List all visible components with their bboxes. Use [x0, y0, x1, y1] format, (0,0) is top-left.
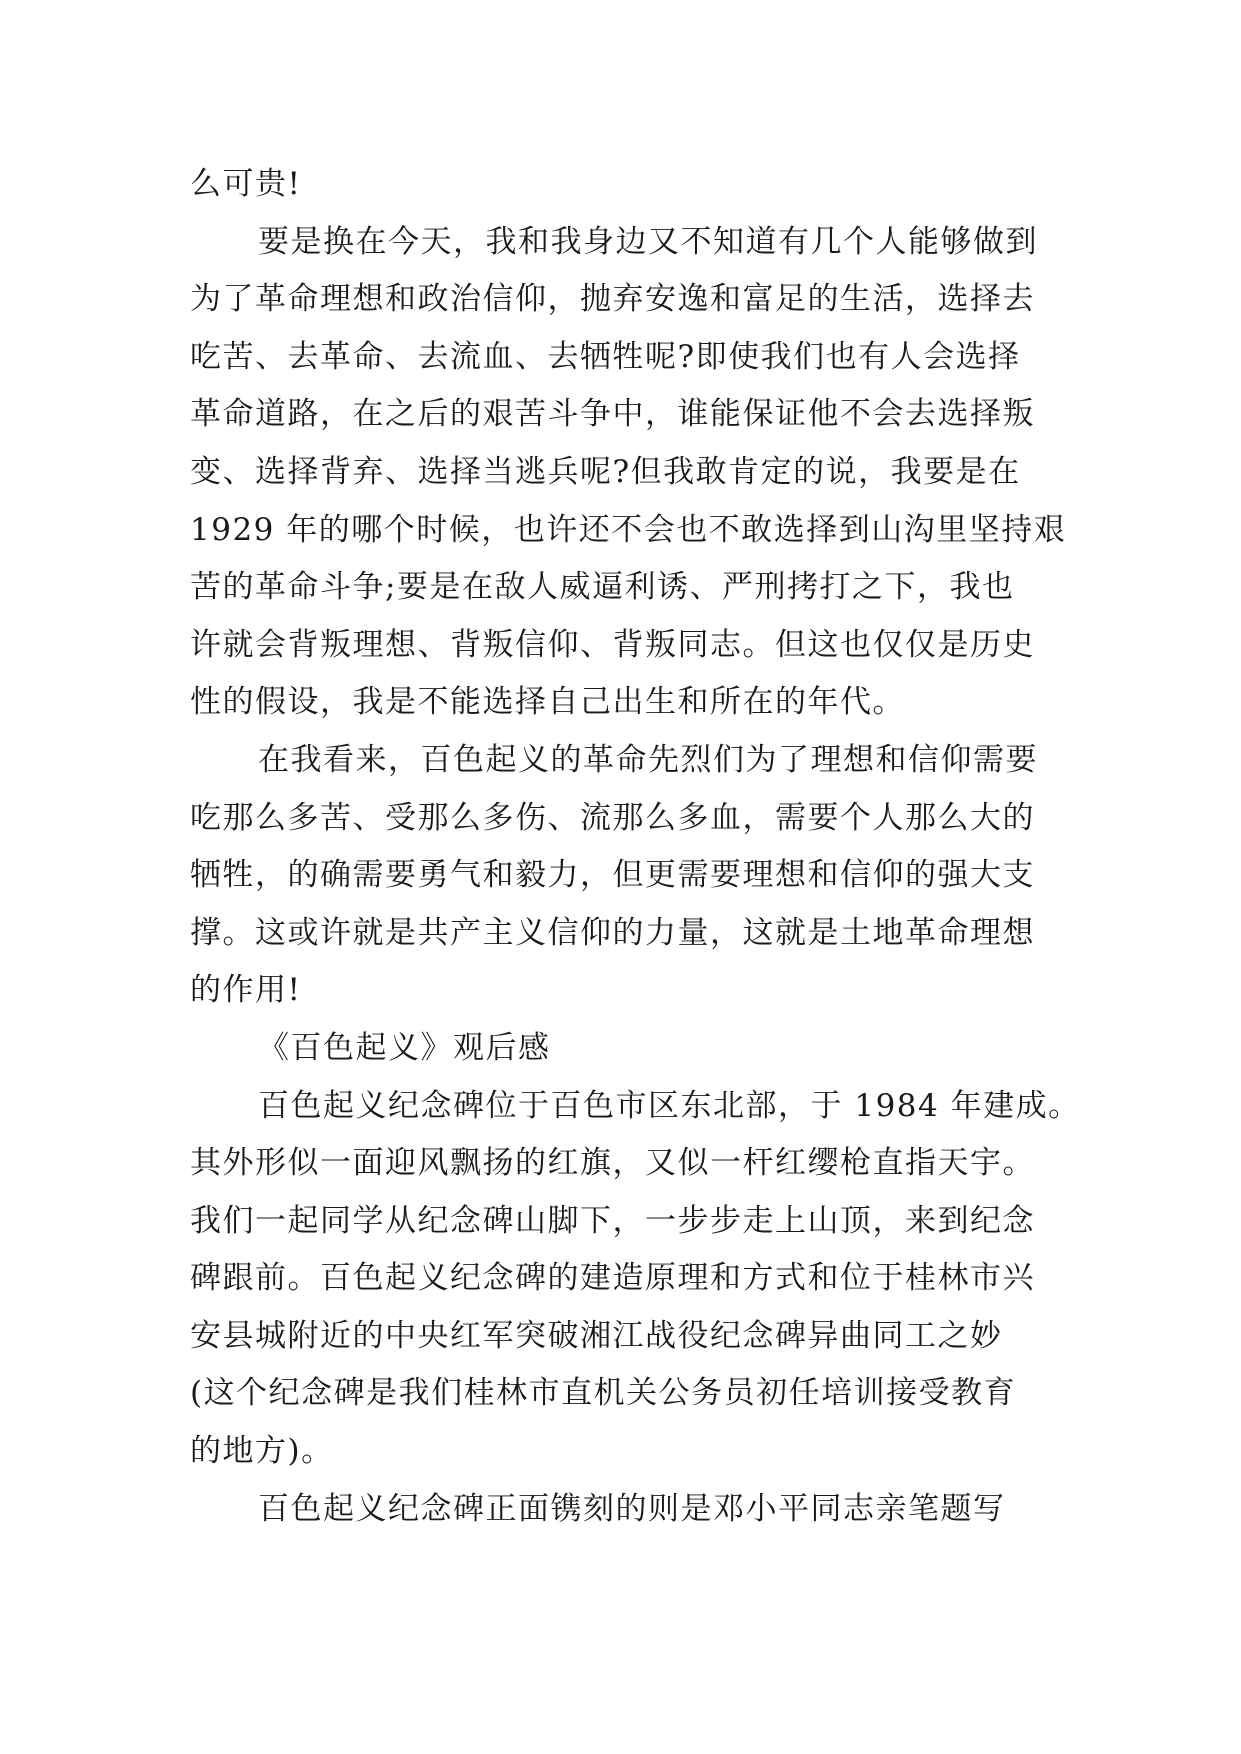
text-line: 许就会背叛理想、背叛信仰、背叛同志。但这也仅仅是历史: [190, 626, 1035, 663]
text-line: 苦的革命斗争;要是在敌人威逼利诱、严刑拷打之下，我也: [190, 569, 1015, 606]
text-line: 变、选择背弃、选择当逃兵呢?但我敢肯定的说，我要是在: [190, 453, 1021, 490]
text-line: 么可贵!: [190, 166, 302, 202]
text-line: 革命道路，在之后的艰苦斗争中，谁能保证他不会去选择叛: [190, 396, 1035, 433]
text-line: 我们一起同学从纪念碑山脚下，一步步走上山顶，来到纪念: [190, 1202, 1035, 1239]
text-line: 《百色起义》观后感: [258, 1029, 551, 1066]
text-line: 的地方)。: [190, 1433, 334, 1470]
text-line: 牺牲，的确需要勇气和毅力，但更需要理想和信仰的强大支: [190, 857, 1035, 894]
text-line: 性的假设，我是不能选择自己出生和所在的年代。: [190, 684, 905, 721]
text-line: 百色起义纪念碑正面镌刻的则是邓小平同志亲笔题写: [258, 1490, 1006, 1527]
text-line: 其外形似一面迎风飘扬的红旗，又似一杆红缨枪直指天宇。: [190, 1145, 1035, 1182]
text-line: 碑跟前。百色起义纪念碑的建造原理和方式和位于桂林市兴: [190, 1260, 1035, 1297]
body-text: [190, 156, 1081, 1538]
text-line: 为了革命理想和政治信仰，抛弃安逸和富足的生活，选择去: [190, 281, 1035, 318]
text-line: 1929 年的哪个时候，也许还不会也不敢选择到山沟里坚持艰: [190, 511, 1067, 548]
text-line: 撑。这或许就是共产主义信仰的力量，这就是土地革命理想: [190, 914, 1035, 951]
text-line: 百色起义纪念碑位于百色市区东北部，于 1984 年建成。: [258, 1087, 1081, 1124]
text-line: 安县城附近的中央红军突破湘江战役纪念碑异曲同工之妙: [190, 1317, 1003, 1354]
text-line: 要是换在今天，我和我身边又不知道有几个人能够做到: [258, 223, 1038, 260]
text-line: 吃苦、去革命、去流血、去牺牲呢?即使我们也有人会选择: [190, 338, 1021, 375]
text-line: (这个纪念碑是我们桂林市直机关公务员初任培训接受教育: [190, 1375, 1017, 1412]
text-line: 吃那么多苦、受那么多伤、流那么多血，需要个人那么大的: [190, 799, 1035, 836]
text-line: 的作用!: [190, 972, 302, 1009]
text-line: 在我看来，百色起义的革命先烈们为了理想和信仰需要: [258, 741, 1038, 778]
